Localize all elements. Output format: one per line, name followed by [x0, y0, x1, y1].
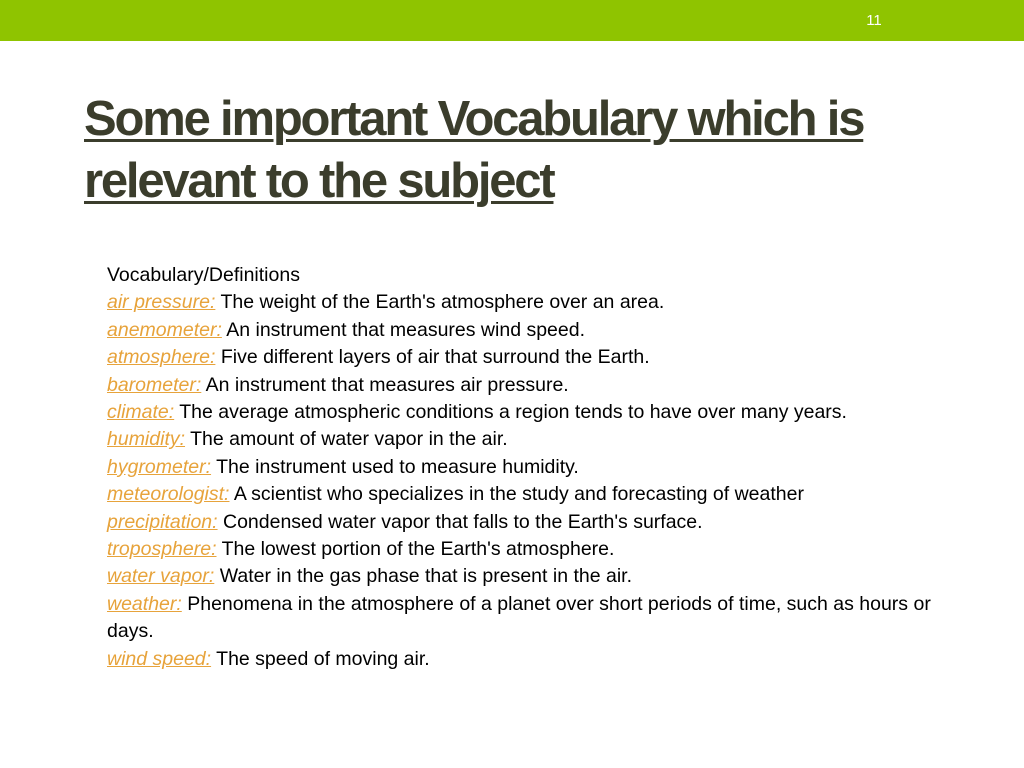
- title-line-2: relevant to the subject: [84, 154, 554, 208]
- vocab-term: climate:: [107, 401, 175, 424]
- vocab-definition: The lowest portion of the Earth's atmosphere.: [221, 538, 615, 561]
- vocab-term: air pressure:: [107, 291, 216, 314]
- vocab-definition: Phenomena in the atmosphere of a planet over short periods of time, such as hours or days.: [107, 592, 931, 643]
- vocab-definition: Condensed water vapor that falls to the Earth's surface.: [223, 510, 703, 533]
- vocab-definition: The weight of the Earth's atmosphere over an area.: [220, 291, 665, 314]
- vocab-entry: [107, 454, 967, 481]
- slide-title: [84, 88, 984, 212]
- vocab-entry: [107, 399, 967, 426]
- vocab-definition: The amount of water vapor in the air.: [190, 428, 508, 451]
- vocabulary-list: [107, 262, 967, 673]
- vocab-term: weather:: [107, 592, 182, 615]
- vocab-definition: An instrument that measures air pressure.: [205, 373, 569, 396]
- vocab-term: water vapor:: [107, 565, 215, 588]
- vocabulary-heading: Vocabulary/Definitions: [107, 264, 300, 286]
- vocab-entry: [107, 563, 967, 590]
- vocab-term: wind speed:: [107, 647, 212, 670]
- vocab-definition: The speed of moving air.: [216, 647, 430, 670]
- vocab-entry: [107, 481, 967, 508]
- vocab-entry: [107, 426, 967, 453]
- slide-number: 11: [866, 12, 882, 29]
- vocab-entry: [107, 509, 967, 536]
- vocab-term: atmosphere:: [107, 346, 216, 369]
- title-line-1: Some important Vocabulary which is: [84, 92, 864, 146]
- vocab-entry: [107, 536, 967, 563]
- vocab-term: meteorologist:: [107, 483, 230, 506]
- vocab-entry: [107, 646, 967, 673]
- vocab-term: hygrometer:: [107, 455, 212, 478]
- vocab-definition: The instrument used to measure humidity.: [216, 455, 579, 478]
- vocab-definition: An instrument that measures wind speed.: [226, 318, 586, 341]
- vocab-definition: Five different layers of air that surround the Earth.: [220, 346, 650, 369]
- vocab-definition: The average atmospheric conditions a region tends to have over many years.: [179, 401, 847, 424]
- vocab-term: barometer:: [107, 373, 202, 396]
- vocab-entry: [107, 591, 967, 646]
- vocab-definition: Water in the gas phase that is present in the air.: [219, 565, 632, 588]
- vocab-entry: [107, 344, 967, 371]
- vocab-term: anemometer:: [107, 318, 222, 341]
- vocab-term: precipitation:: [107, 510, 218, 533]
- vocab-entry: [107, 372, 967, 399]
- vocab-entry: [107, 289, 967, 316]
- vocab-term: troposphere:: [107, 538, 217, 561]
- vocab-entry: [107, 317, 967, 344]
- vocab-term: humidity:: [107, 428, 186, 451]
- vocab-definition: A scientist who specializes in the study and forecasting of weather: [233, 483, 804, 506]
